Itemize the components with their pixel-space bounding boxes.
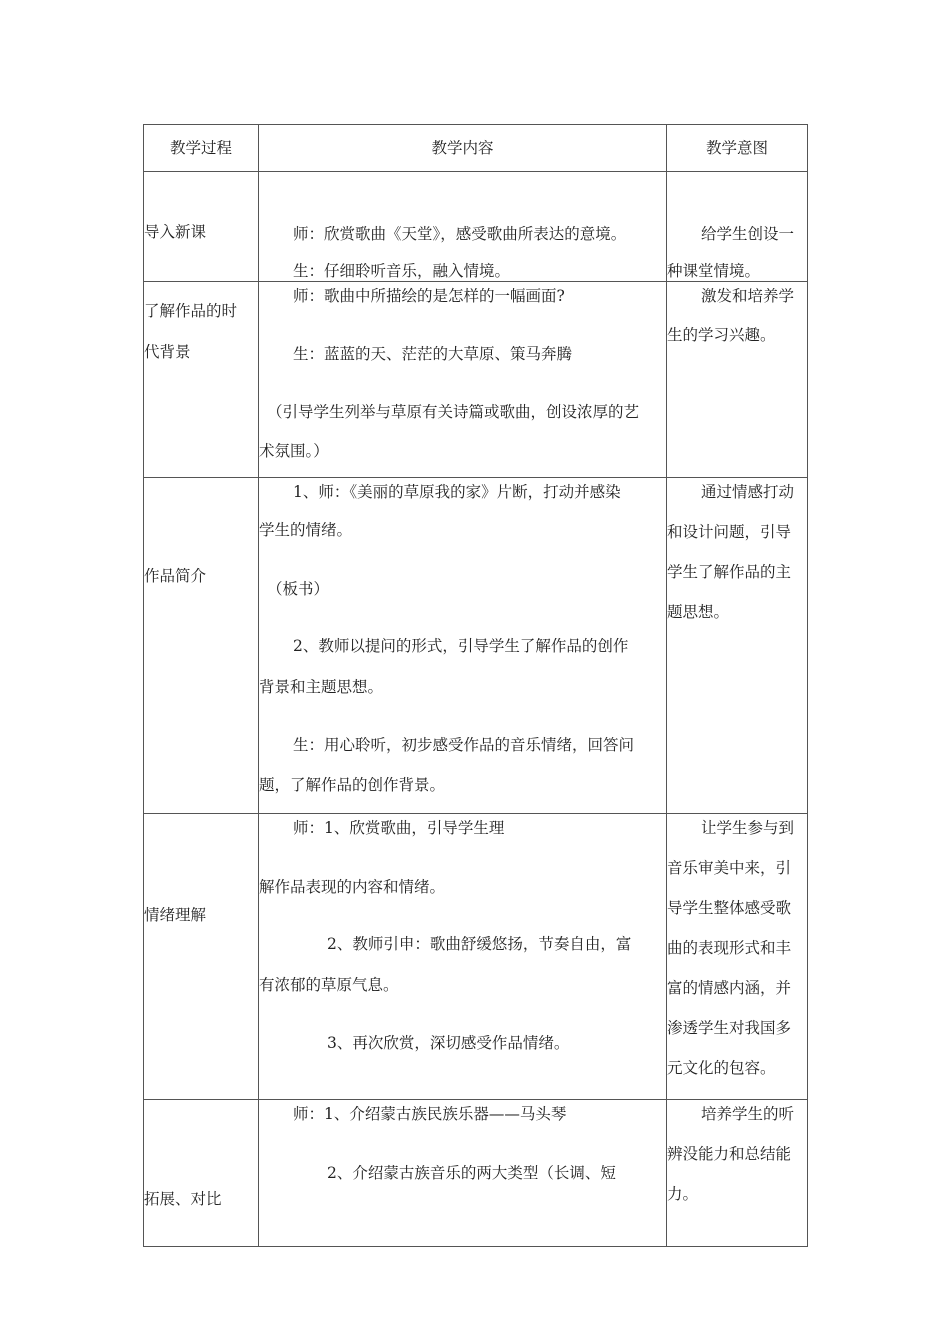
intent-line: 曲的表现形式和丰 xyxy=(667,939,792,957)
table-row xyxy=(144,478,808,814)
content-line: （引导学生列举与草原有关诗篇或歌曲，创设浓厚的艺 xyxy=(267,403,640,421)
stage-cell xyxy=(144,478,259,814)
intent-line: 题思想。 xyxy=(667,603,730,621)
table-header-row xyxy=(144,125,808,172)
stage-cell xyxy=(144,172,259,282)
content-line: 学生的情绪。 xyxy=(259,521,353,539)
intent-line: 培养学生的听 xyxy=(701,1105,795,1123)
content-line: 生：用心聆听，初步感受作品的音乐情绪，回答问 xyxy=(293,736,635,754)
intent-line: 通过情感打动 xyxy=(701,483,795,501)
lesson-plan-table xyxy=(143,124,808,1247)
content-line: 1、师：《美丽的草原我的家》片断，打动并感染 xyxy=(293,483,621,501)
stage-cell xyxy=(144,1100,259,1247)
intent-line: 学生了解作品的主 xyxy=(667,563,792,581)
stage-label: 作品简介 xyxy=(144,567,207,585)
content-line: 3、再次欣赏，深切感受作品情绪。 xyxy=(327,1034,570,1052)
content-line: 解作品表现的内容和情绪。 xyxy=(259,878,446,896)
stage-label: 代背景 xyxy=(144,343,191,361)
content-line: 术氛围。） xyxy=(259,442,329,460)
stage-cell xyxy=(144,814,259,1100)
content-line: 师：1、介绍蒙古族民族乐器——马头琴 xyxy=(293,1105,567,1123)
table-row xyxy=(144,282,808,478)
intent-line: 渗透学生对我国多 xyxy=(667,1019,792,1037)
stage-label: 了解作品的时 xyxy=(144,302,238,320)
intent-cell xyxy=(667,478,808,814)
intent-line: 富的情感内涵，并 xyxy=(667,979,792,997)
header-process: 教学过程 xyxy=(144,125,259,172)
content-line: 师：1、欣赏歌曲，引导学生理 xyxy=(293,819,505,837)
table-row xyxy=(144,814,808,1100)
content-line: 生：蓝蓝的天、茫茫的大草原、策马奔腾 xyxy=(293,345,573,363)
table-row xyxy=(144,1100,808,1247)
intent-line: 辨没能力和总结能 xyxy=(667,1145,792,1163)
header-content: 教学内容 xyxy=(259,125,667,172)
content-line: 有浓郁的草原气息。 xyxy=(259,976,399,994)
content-line: 2、教师以提问的形式，引导学生了解作品的创作 xyxy=(293,637,629,655)
intent-cell xyxy=(667,1100,808,1247)
content-cell xyxy=(259,282,667,478)
stage-cell xyxy=(144,282,259,478)
intent-line: 让学生参与到 xyxy=(701,819,795,837)
intent-line: 和设计问题，引导 xyxy=(667,523,792,541)
intent-cell xyxy=(667,282,808,478)
content-cell xyxy=(259,814,667,1100)
intent-line: 音乐审美中来，引 xyxy=(667,859,792,877)
intent-line: 导学生整体感受歌 xyxy=(667,899,792,917)
intent-cell xyxy=(667,172,808,282)
content-line: 师：欣赏歌曲《天堂》，感受歌曲所表达的意境。 xyxy=(293,225,627,243)
intent-line: 种课堂情境。 xyxy=(667,262,761,280)
intent-line: 元文化的包容。 xyxy=(667,1059,776,1077)
stage-label: 导入新课 xyxy=(144,223,207,241)
content-line: 2、教师引申：歌曲舒缓悠扬，节奏自由，富 xyxy=(327,935,632,953)
content-cell xyxy=(259,478,667,814)
intent-line: 力。 xyxy=(667,1185,699,1203)
intent-line: 激发和培养学 xyxy=(701,287,795,305)
content-line: 题，了解作品的创作背景。 xyxy=(259,776,446,794)
content-line: （板书） xyxy=(267,580,330,598)
content-line: 师：歌曲中所描绘的是怎样的一幅画面? xyxy=(293,287,565,305)
intent-cell xyxy=(667,814,808,1100)
content-line: 生：仔细聆听音乐，融入情境。 xyxy=(293,262,511,280)
stage-label: 情绪理解 xyxy=(144,906,207,924)
content-cell xyxy=(259,172,667,282)
intent-line: 生的学习兴趣。 xyxy=(667,326,776,344)
stage-label: 拓展、对比 xyxy=(144,1190,222,1208)
content-cell xyxy=(259,1100,667,1247)
content-line: 2、介绍蒙古族音乐的两大类型（长调、短 xyxy=(327,1164,616,1182)
header-intent: 教学意图 xyxy=(667,125,808,172)
content-line: 背景和主题思想。 xyxy=(259,678,384,696)
table-row xyxy=(144,172,808,282)
intent-line: 给学生创设一 xyxy=(701,225,795,243)
